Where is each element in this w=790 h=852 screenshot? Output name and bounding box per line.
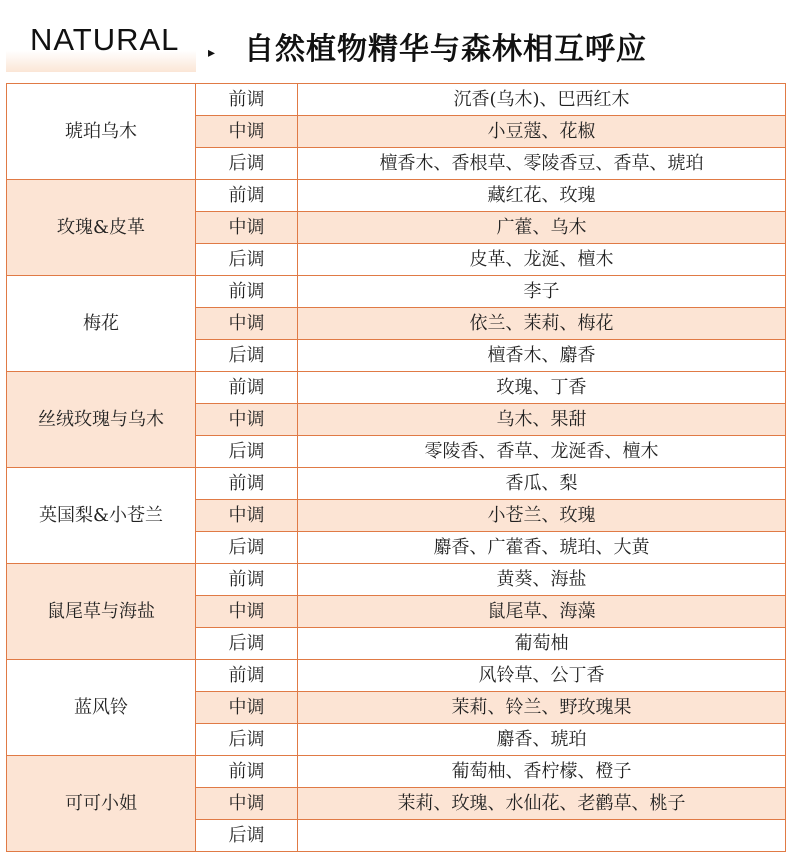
note-ingredients: 鼠尾草、海藻: [298, 596, 786, 628]
fragrance-name: 鼠尾草与海盐: [7, 564, 196, 660]
note-ingredients: 乌木、果甜: [298, 404, 786, 436]
note-ingredients: 零陵香、香草、龙涎香、檀木: [298, 436, 786, 468]
note-stage: 前调: [196, 564, 298, 596]
note-stage: 中调: [196, 116, 298, 148]
note-ingredients: 茉莉、玫瑰、水仙花、老鹳草、桃子: [298, 788, 786, 820]
note-stage: 中调: [196, 596, 298, 628]
note-ingredients: 小豆蔻、花椒: [298, 116, 786, 148]
brand-label: NATURAL: [30, 22, 180, 57]
fragrance-group: [7, 756, 786, 852]
fragrance-group: [7, 84, 786, 180]
note-stage: 后调: [196, 628, 298, 660]
note-ingredients: 葡萄柚: [298, 628, 786, 660]
note-stage: 中调: [196, 404, 298, 436]
note-stage: 中调: [196, 692, 298, 724]
note-ingredients: 风铃草、公丁香: [298, 660, 786, 692]
note-stage: 中调: [196, 500, 298, 532]
note-ingredients: 香瓜、梨: [298, 468, 786, 500]
note-ingredients: 麝香、广藿香、琥珀、大黄: [298, 532, 786, 564]
note-ingredients: 茉莉、铃兰、野玫瑰果: [298, 692, 786, 724]
note-ingredients: 依兰、茉莉、梅花: [298, 308, 786, 340]
table-row: [7, 372, 786, 404]
note-stage: 前调: [196, 756, 298, 788]
table-row: [7, 84, 786, 116]
fragrance-name: 可可小姐: [7, 756, 196, 852]
note-ingredients: 麝香、琥珀: [298, 724, 786, 756]
fragrance-group: [7, 564, 786, 660]
table-row: [7, 564, 786, 596]
note-stage: 前调: [196, 180, 298, 212]
note-ingredients: 黄葵、海盐: [298, 564, 786, 596]
note-ingredients: 广藿、乌木: [298, 212, 786, 244]
note-stage: 中调: [196, 212, 298, 244]
fragrance-name: 英国梨&小苍兰: [7, 468, 196, 564]
fragrance-name: 梅花: [7, 276, 196, 372]
note-stage: 后调: [196, 724, 298, 756]
fragrance-group: [7, 372, 786, 468]
table-row: [7, 660, 786, 692]
triangle-arrow-icon: ▸: [208, 45, 216, 61]
fragrance-group: [7, 468, 786, 564]
page-title: 自然植物精华与森林相互呼应: [244, 32, 647, 67]
note-ingredients: 藏红花、玫瑰: [298, 180, 786, 212]
table-row: [7, 180, 786, 212]
note-ingredients: 檀香木、麝香: [298, 340, 786, 372]
note-ingredients: [298, 820, 786, 852]
note-stage: 前调: [196, 372, 298, 404]
note-ingredients: 沉香(乌木)、巴西红木: [298, 84, 786, 116]
note-stage: 前调: [196, 276, 298, 308]
fragrance-notes-table: [6, 83, 786, 852]
note-stage: 后调: [196, 244, 298, 276]
note-stage: 中调: [196, 308, 298, 340]
note-ingredients: 李子: [298, 276, 786, 308]
fragrance-name: 蓝风铃: [7, 660, 196, 756]
note-ingredients: 皮革、龙涎、檀木: [298, 244, 786, 276]
table-row: [7, 276, 786, 308]
fragrance-name: 琥珀乌木: [7, 84, 196, 180]
note-ingredients: 檀香木、香根草、零陵香豆、香草、琥珀: [298, 148, 786, 180]
fragrance-group: [7, 660, 786, 756]
note-stage: 后调: [196, 532, 298, 564]
note-stage: 前调: [196, 84, 298, 116]
fragrance-group: [7, 180, 786, 276]
table-row: [7, 468, 786, 500]
note-ingredients: 葡萄柚、香柠檬、橙子: [298, 756, 786, 788]
fragrance-name: 丝绒玫瑰与乌木: [7, 372, 196, 468]
note-stage: 前调: [196, 468, 298, 500]
fragrance-group: [7, 276, 786, 372]
note-ingredients: 小苍兰、玫瑰: [298, 500, 786, 532]
note-stage: 后调: [196, 340, 298, 372]
note-stage: 中调: [196, 788, 298, 820]
note-stage: 后调: [196, 148, 298, 180]
fragrance-name: 玫瑰&皮革: [7, 180, 196, 276]
note-stage: 前调: [196, 660, 298, 692]
note-stage: 后调: [196, 820, 298, 852]
note-stage: 后调: [196, 436, 298, 468]
table-row: [7, 756, 786, 788]
note-ingredients: 玫瑰、丁香: [298, 372, 786, 404]
page-header: [0, 0, 790, 82]
